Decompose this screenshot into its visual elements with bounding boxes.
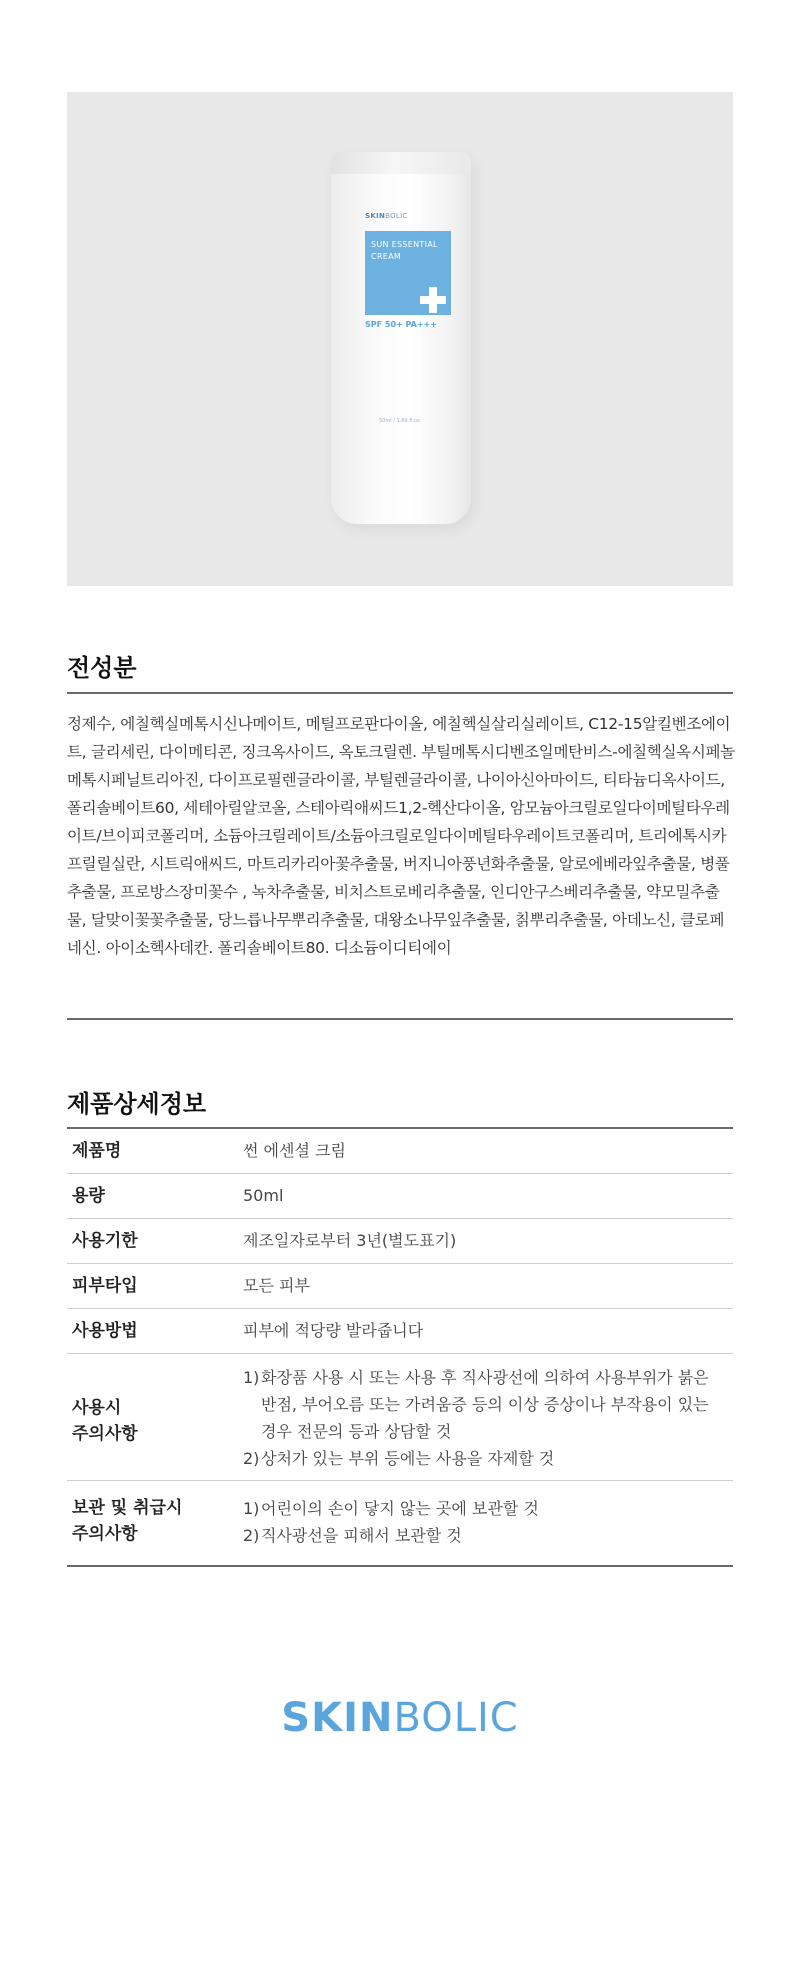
caution-row [67, 1354, 733, 1481]
caution-label: 사용시 주의사항 [72, 1398, 138, 1444]
table-row [67, 1264, 733, 1309]
spf-rating: SPF 50+ PA+++ [365, 320, 437, 329]
table-row [67, 1174, 733, 1219]
tube-size: 50ml / 1.69 fl.oz. [379, 418, 422, 424]
row-label: 사용방법 [72, 1321, 138, 1341]
caution-item: 2) 상처가 있는 부위 등에는 사용을 자제할 것 [243, 1449, 555, 1468]
row-label: 용량 [72, 1186, 105, 1206]
row-value: 모든 피부 [243, 1276, 310, 1295]
row-value: 피부에 적당량 발라줍니다 [243, 1321, 424, 1340]
tube-crimp [331, 152, 471, 174]
storage-row [67, 1481, 733, 1567]
caution-item: 1) 화장품 사용 시 또는 사용 후 직사광선에 의하여 사용부위가 붉은 반점, 부어오름 또는 가려움증 등의 이상 증상이나 부작용이 있는 경우 전문의 등과 상담할 것 [243, 1368, 709, 1441]
ingredients-text: 정제수, 에칠헥실메톡시신나메이트, 메틸프로판다이올, 에칠헥실살리실레이트, C12-15알킬벤조에이트, 글리세린, 다이메티콘, 징크옥사이드, 옥토크릴렌. 부틸메톡시디벤조일메탄비스-에칠헥실옥시페놀메톡시페닐트리아진, 다이프로필렌글라이콜, 부틸렌글라이콜, 나이아신아마이드, 티타늄디옥사이드, 폴리솔베이트60, 세테아릴알코올, 스테아릭애씨드1,2-헥산다이올, 암모늄아크릴로일다이메틸타우레이트/브이피코폴리머, 소듐아크릴레이트/소듐아크릴로일다이메틸타우레이트코폴리머, 트리에톡시카프릴릴실란, 시트릭애씨드, 마트리카리아꽃추출물, 버지니아풍년화추출물, 알로에베라잎추출물, 병풀추출물, 프로방스장미꽃수 , 녹차추출물, 비치스트로베리추출물, 인디안구스베리추출물, 약모밀추출물, 달맞이꽃꽃추출물, 당느릅나무뿌리추출물, 대왕소나무잎추출물, 칡뿌리추출물, 아데노신, 클로페네신. 아이소헥사데칸. 폴리솔베이트80. 디소듐이디티에이 [67, 715, 735, 957]
storage-item: 1) 어린이의 손이 닿지 않는 곳에 보관할 것 [243, 1499, 539, 1518]
storage-item: 2) 직사광선을 피해서 보관할 것 [243, 1526, 462, 1545]
product-image [67, 92, 733, 586]
storage-list [243, 1495, 723, 1549]
row-value: 썬 에센셜 크림 [243, 1141, 346, 1160]
brand-logo: SKINBOLIC [281, 1695, 519, 1741]
tube-label [365, 231, 451, 315]
table-row [67, 1309, 733, 1354]
details-title: 제품상세정보 [67, 1090, 207, 1118]
sunscreen-tube [331, 152, 471, 524]
table-row [67, 1219, 733, 1264]
row-value: 제조일자로부터 3년(별도표기) [243, 1231, 457, 1250]
tube-brand-logo: SKINBOLIC [365, 212, 408, 220]
ingredients-title: 전성분 [67, 654, 137, 682]
ingredients-top-divider [67, 692, 733, 694]
tube-label-name: SUN ESSENTIAL CREAM [371, 240, 438, 261]
product-info-table [67, 1129, 733, 1567]
caution-list [243, 1364, 723, 1472]
ingredients-bottom-divider [67, 1018, 733, 1020]
row-label: 피부타입 [72, 1276, 138, 1296]
row-value: 50ml [243, 1186, 284, 1205]
row-label: 사용기한 [72, 1231, 138, 1251]
table-row [67, 1129, 733, 1174]
row-label: 제품명 [72, 1141, 122, 1161]
storage-label: 보관 및 취급시 주의사항 [72, 1498, 183, 1544]
plus-icon-bar [420, 296, 446, 304]
